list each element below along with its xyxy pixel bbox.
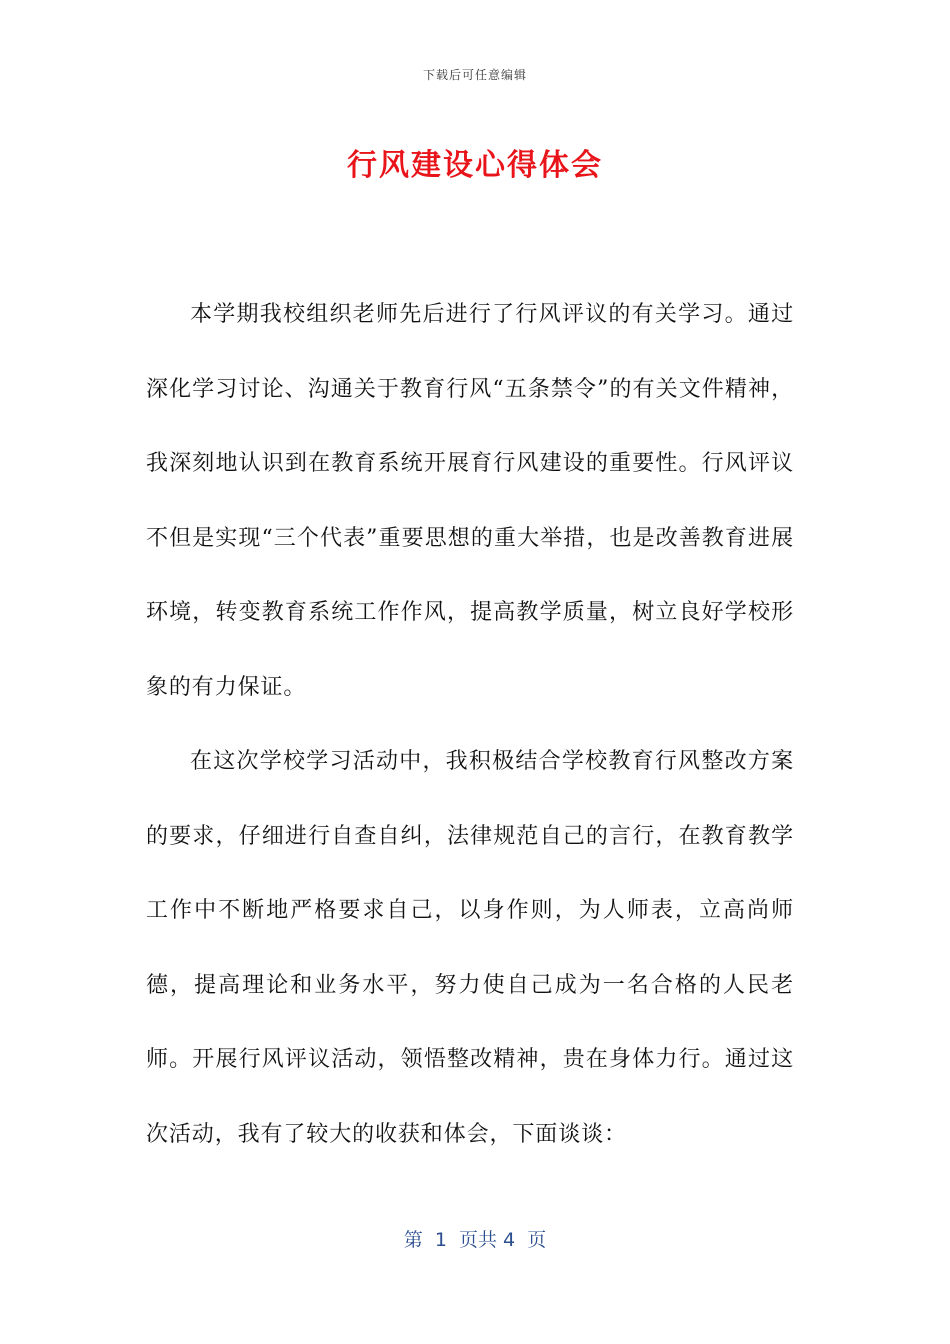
paragraph-2: 在这次学校学习活动中，我积极结合学校教育行风整改方案的要求，仔细进行自查自纠，法律规范自己的言行，在教育教学工作中不断地严格要求自己，以身作则，为人师表，立高尚师德，提高理论和业务水平，努力使自己成为一名合格的人民老师。开展行风评议活动，领悟整改精神，贵在身体力行。通过这次活动，我有了较大的收获和体会，下面谈谈： — [146, 749, 794, 1147]
header-note: 下载后可任意编辑 — [422, 68, 527, 82]
paragraph-1: 本学期我校组织老师先后进行了行风评议的有关学习。通过深化学习讨论、沟通关于教育行风“五条禁令”的有关文件精神，我深刻地认识到在教育系统开展育行风建设的重要性。行风评议不但是实现“三个代表”重要思想的重大举措，也是改善教育进展环境，转变教育系统工作作风，提高教学质量，树立良好学校形象的有力保证。 — [146, 302, 794, 700]
document-title: 行风建设心得体会 — [347, 148, 603, 183]
document-body — [146, 278, 794, 1172]
page-footer: 第 1 页共 4 页 — [403, 1229, 547, 1251]
